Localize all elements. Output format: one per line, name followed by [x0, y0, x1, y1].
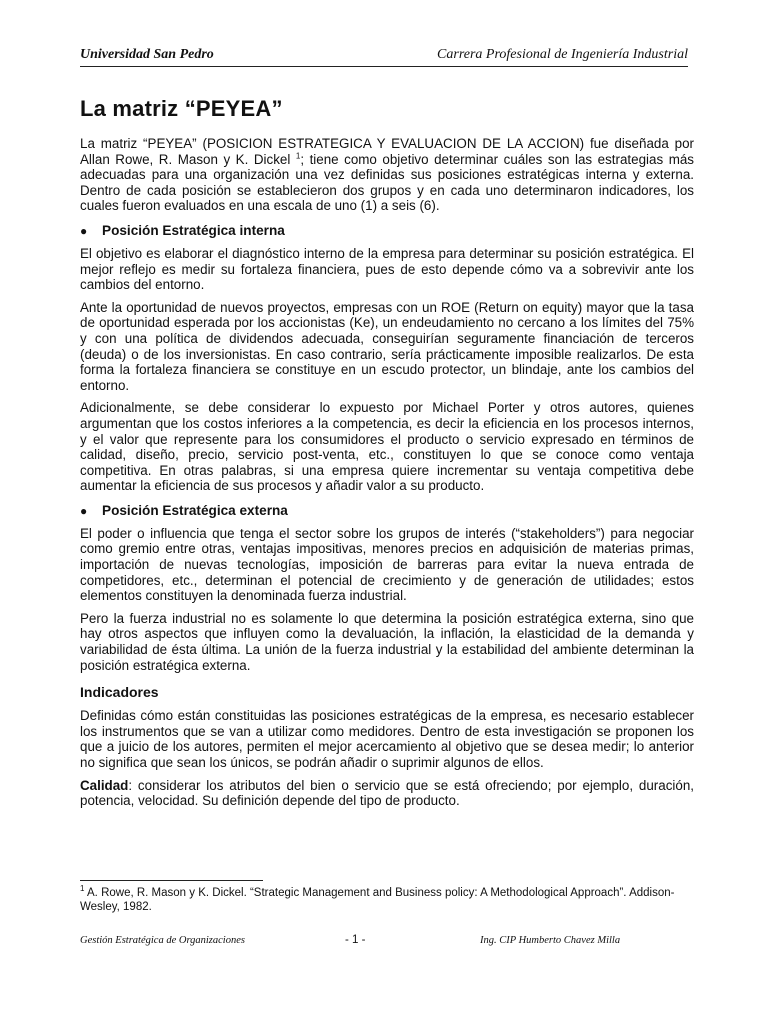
external-paragraph-2: Pero la fuerza industrial no es solamente lo que determina la posición estratégica externa, sino que hay otros aspectos que influyen como la devaluación, la inflación, la elasticidad de la demanda y variabilidad de ésta última. La unión de la fuerza industrial y la estabilidad del ambiente determinan la posición estratégica externa. — [80, 610, 694, 673]
page-content — [80, 96, 694, 816]
page-number: - 1 - — [345, 934, 366, 946]
intro-text-before: La matriz “PEYEA” (POSICION ESTRATEGICA Y EVALUACION DE LA ACCION) fue diseñada por Allan Rowe, R. Mason y K. Dickel — [80, 136, 694, 167]
footnote-divider — [80, 880, 263, 881]
calidad-text: : considerar los atributos del bien o servicio que se está ofreciendo; por ejemplo, duración, potencia, velocidad. Su definición depende del tipo de producto. — [80, 777, 694, 809]
section-heading-external — [80, 503, 694, 518]
header-career: Carrera Profesional de Ingeniería Industrial — [437, 47, 688, 62]
page-header — [80, 47, 688, 67]
section-heading-text: Posición Estratégica interna — [102, 222, 285, 238]
bullet-icon: ● — [80, 503, 88, 518]
indicators-paragraph: Definidas cómo están constituidas las posiciones estratégicas de la empresa, es necesario establecer los instrumentos que se van a utilizar como medidores. Dentro de esta investigación se proponen los que a juicio de los autores, permiten el mejor acercamiento al objetivo que se desea medir; lo anterior no significa que sean los únicos, se podrán añadir o suprimir algunos de ellos. — [80, 708, 694, 770]
section-heading-text: Posición Estratégica externa — [102, 502, 288, 518]
footnote-text: A. Rowe, R. Mason y K. Dickel. “Strategic Management and Business policy: A Methodological Approach”. Addison-Wesley, 1982. — [80, 887, 675, 913]
internal-paragraph-1: El objetivo es elaborar el diagnóstico interno de la empresa para determinar su posición estratégica. El mejor reflejo es medir su fortaleza financiera, pues de esto depende cómo va a sobrevivir ante los cambios del entorno. — [80, 245, 694, 293]
section-heading-indicators: Indicadores — [80, 684, 159, 701]
internal-paragraph-3: Adicionalmente, se debe considerar lo expuesto por Michael Porter y otros autores, quienes argumentan que los costos inferiores a la competencia, es decir la eficiencia en los procesos internos, y el valor que represente para los consumidores el producto o servicio expresado en términos de calidad, diseño, precio, servicio post-venta, etc., constituyen lo que se conoce como ventaja competitiva. En otras palabras, si una empresa quiere incrementar su ventaja competitiva debe aumentar la eficiencia de sus procesos y añadir valor a su producto. — [80, 400, 694, 494]
external-paragraph-1: El poder o influencia que tenga el sector sobre los grupos de interés (“stakeholders”) para negociar como gremio entre otras, ventajas impositivas, menores precios en adquisición de materias primas, importación de nuevas tecnologías, imposición de barreras para evitar la nueva entrada de competidores, etc., determinan el potencial de crecimiento y de generación de utilidades; estos elementos constituyen la denominada fuerza industrial. — [80, 525, 694, 604]
header-university: Universidad San Pedro — [80, 47, 214, 62]
calidad-label: Calidad — [80, 777, 129, 793]
page-title: La matriz “PEYEA” — [80, 96, 283, 121]
footnote — [80, 886, 690, 914]
section-heading-internal — [80, 223, 694, 238]
internal-paragraph-2: Ante la oportunidad de nuevos proyectos, empresas con un ROE (Return on equity) mayor que la tasa de oportunidad esperada por los accionistas (Ke), un endeudamiento no cercano a los límites del 75% y con una política de dividendos adecuada, conseguirían seguramente financiación de terceros (deuda) o de los inversionistas. En caso contrario, sería prácticamente imposible realizarlos. De esta forma la fortaleza financiera se constituye en un escudo protector, un blindaje, ante los cambios del entorno. — [80, 299, 694, 393]
footer-author: Ing. CIP Humberto Chavez Milla — [480, 935, 621, 946]
footer-course: Gestión Estratégica de Organizaciones — [80, 935, 245, 946]
intro-paragraph — [80, 136, 694, 214]
footnote-mark: 1 — [80, 884, 85, 894]
calidad-paragraph — [80, 778, 694, 809]
intro-text-after: ; tiene como objetivo determinar cuáles son las estrategias más adecuadas para una organización una vez definidas sus posiciones estratégicas interna y externa. Dentro de cada posición se establecieron dos grupos y en cada uno determinaron indicadores, los cuales fueron evaluados en una escala de uno (1) a seis (6). — [80, 151, 694, 214]
bullet-icon: ● — [80, 223, 88, 238]
footnote-reference[interactable]: 1 — [295, 151, 301, 161]
